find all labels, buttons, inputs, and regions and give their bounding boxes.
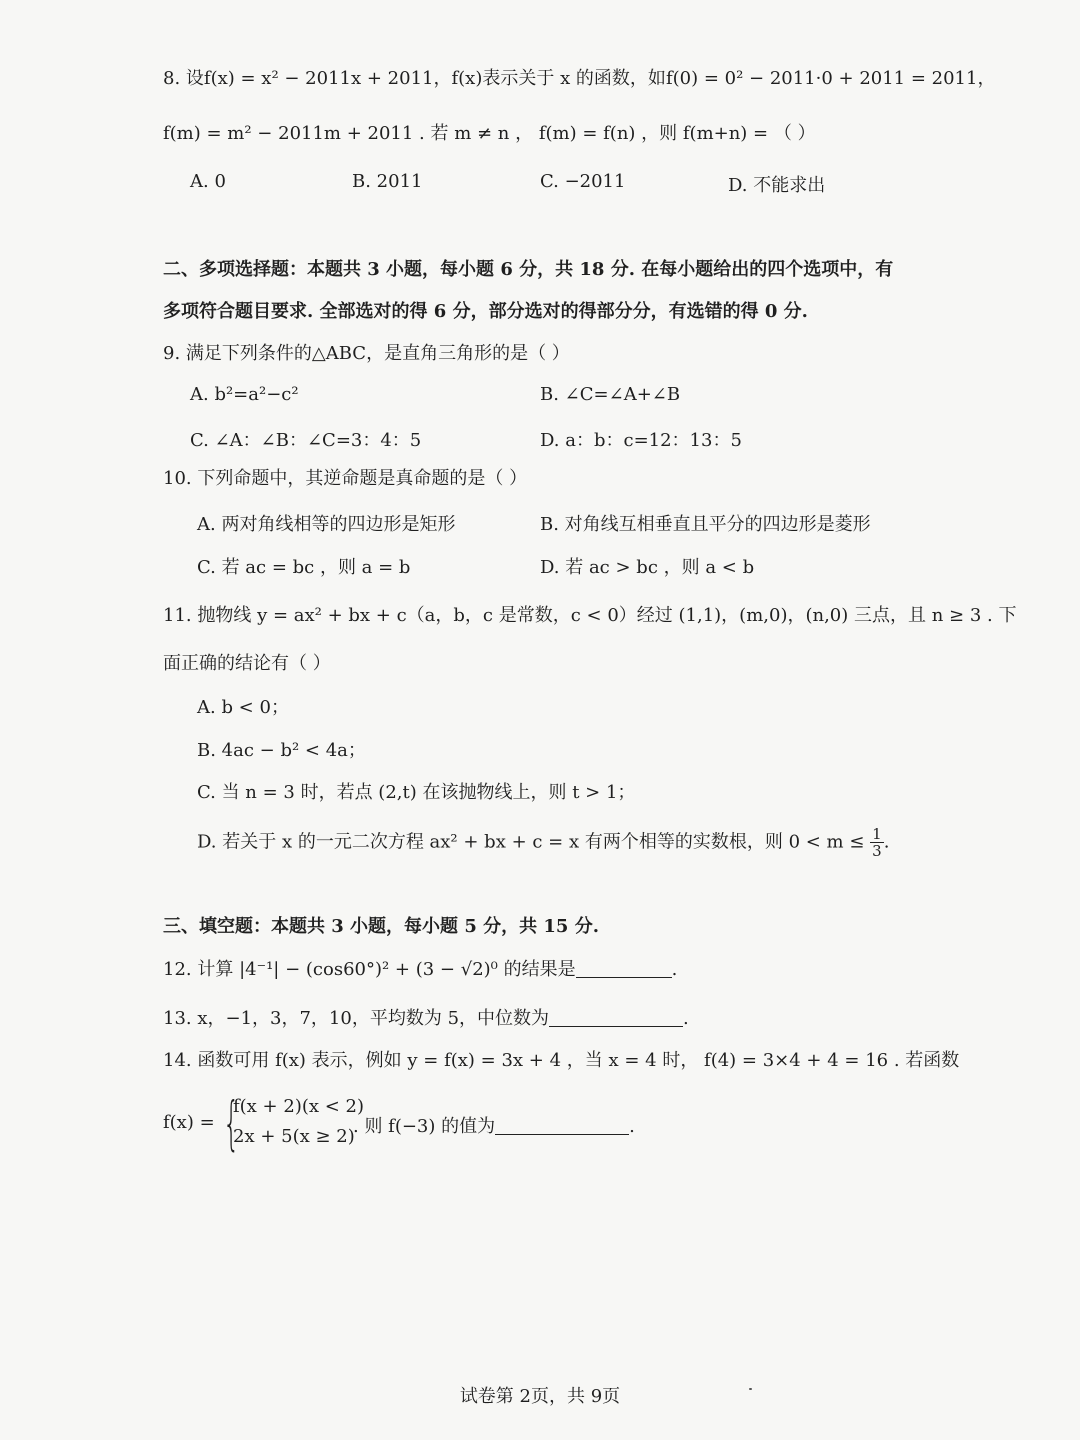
q10-option-c: C. 若 ac = bc ，则 a = b [197, 557, 411, 578]
q8-option-a: A. 0 [190, 171, 226, 192]
q12-end: . [671, 959, 678, 980]
q13-line [163, 1006, 689, 1032]
q11-option-d-end: . [883, 831, 890, 853]
q14-answer-blank[interactable] [495, 1116, 629, 1135]
q8-example: f(0) = 0² − 2011·0 + 2011 = 2011 [665, 68, 978, 89]
q8-option-d: D. 不能求出 [728, 175, 826, 196]
q11-option-a: A. b < 0； [197, 697, 289, 718]
page-footer: 试卷第 2页，共 9页 [459, 1386, 621, 1407]
q8-mid-text: ，f(x)表示关于 x 的函数，如 [433, 68, 666, 89]
q11-line2: 面正确的结论有（ ） [163, 653, 331, 674]
fraction-denominator: 3 [872, 842, 882, 860]
q11-line1: 11. 抛物线 y = ax² + bx + c（a，b，c 是常数，c < 0）经过 (1,1)，(m,0)，(n,0) 三点，且 n ≥ 3 . 下 [163, 605, 1017, 626]
q10-options-row2 [197, 553, 917, 581]
q12-line [163, 957, 677, 983]
q14-lhs: f(x) = [163, 1112, 215, 1133]
q13-answer-blank[interactable] [549, 1008, 683, 1027]
q14-tail [353, 1112, 635, 1138]
q9-option-c: C. ∠A：∠B：∠C=3：4：5 [190, 430, 422, 451]
section3-heading: 三、填空题：本题共 3 小题，每小题 5 分，共 15 分. [163, 916, 599, 937]
q14-end: . [629, 1116, 635, 1137]
q10-options-row1 [197, 510, 917, 538]
section2-heading-line1: 二、多项选择题：本题共 3 小题，每小题 6 分，共 18 分. 在每小题给出的四个选项中，有 [163, 259, 894, 280]
q11-option-d [197, 826, 889, 859]
q14-line1: 14. 函数可用 f(x) 表示，例如 y = f(x) = 3x + 4 ，当 x = 4 时， f(4) = 3×4 + 4 = 16 . 若函数 [163, 1050, 960, 1071]
q8-option-b: B. 2011 [352, 171, 423, 192]
q14-case2: 2x + 5(x ≥ 2) [233, 1126, 355, 1147]
q10-option-d: D. 若 ac > bc ，则 a < b [540, 557, 755, 578]
q9-options-row2 [190, 426, 910, 454]
q8-options [190, 171, 890, 199]
q8-line2: f(m) = m² − 2011m + 2011 . 若 m ≠ n ， f(m) = f(n) ，则 f(m+n) = （ ） [163, 123, 816, 144]
q12-text: 12. 计算 |4⁻¹| − (cos60°)² + (3 − √2)⁰ 的结果是 [163, 959, 576, 980]
q9-options-row1 [190, 384, 910, 412]
q12-answer-blank[interactable] [576, 959, 672, 978]
fraction-numerator: 1 [872, 825, 882, 843]
q9-option-a: A. b²=a²−c² [190, 384, 299, 405]
q8-option-c: C. −2011 [540, 171, 626, 192]
left-brace-icon: { [223, 1089, 240, 1157]
q11-option-d-text: D. 若关于 x 的一元二次方程 ax² + bx + c = x 有两个相等的实数根，则 0 < m ≤ [197, 831, 865, 853]
q8-line1 [163, 66, 995, 92]
q8-end: ， [977, 68, 996, 89]
q10-stem: 10. 下列命题中，其逆命题是真命题的是（ ） [163, 468, 528, 489]
q10-option-b: B. 对角线互相垂直且平分的四边形是菱形 [540, 514, 871, 535]
q14-piecewise [163, 1089, 683, 1157]
q14-tail-text: . 则 f(−3) 的值为 [353, 1116, 496, 1137]
q9-option-b: B. ∠C=∠A+∠B [540, 384, 681, 405]
section2-heading-line2: 多项符合题目要求. 全部选对的得 6 分，部分选对的得部分分，有选错的得 0 分. [163, 301, 808, 322]
q13-end: . [683, 1008, 689, 1029]
q10-option-a: A. 两对角线相等的四边形是矩形 [197, 514, 456, 535]
q8-definition: f(x) = x² − 2011x + 2011 [203, 68, 434, 89]
scan-speck [749, 1388, 752, 1390]
q11-option-d-fraction [870, 826, 884, 859]
q9-stem: 9. 满足下列条件的△ABC，是直角三角形的是（ ） [163, 343, 570, 364]
q9-option-d: D. a：b：c=12：13：5 [540, 430, 742, 451]
q13-text: 13. x，−1，3，7，10，平均数为 5，中位数为 [163, 1008, 550, 1029]
q11-option-b: B. 4ac − b² < 4a； [197, 740, 366, 761]
q8-prefix: 8. 设 [163, 68, 204, 89]
q11-option-c: C. 当 n = 3 时，若点 (2,t) 在该抛物线上，则 t > 1； [197, 782, 636, 803]
q14-case1: f(x + 2)(x < 2) [233, 1096, 365, 1117]
